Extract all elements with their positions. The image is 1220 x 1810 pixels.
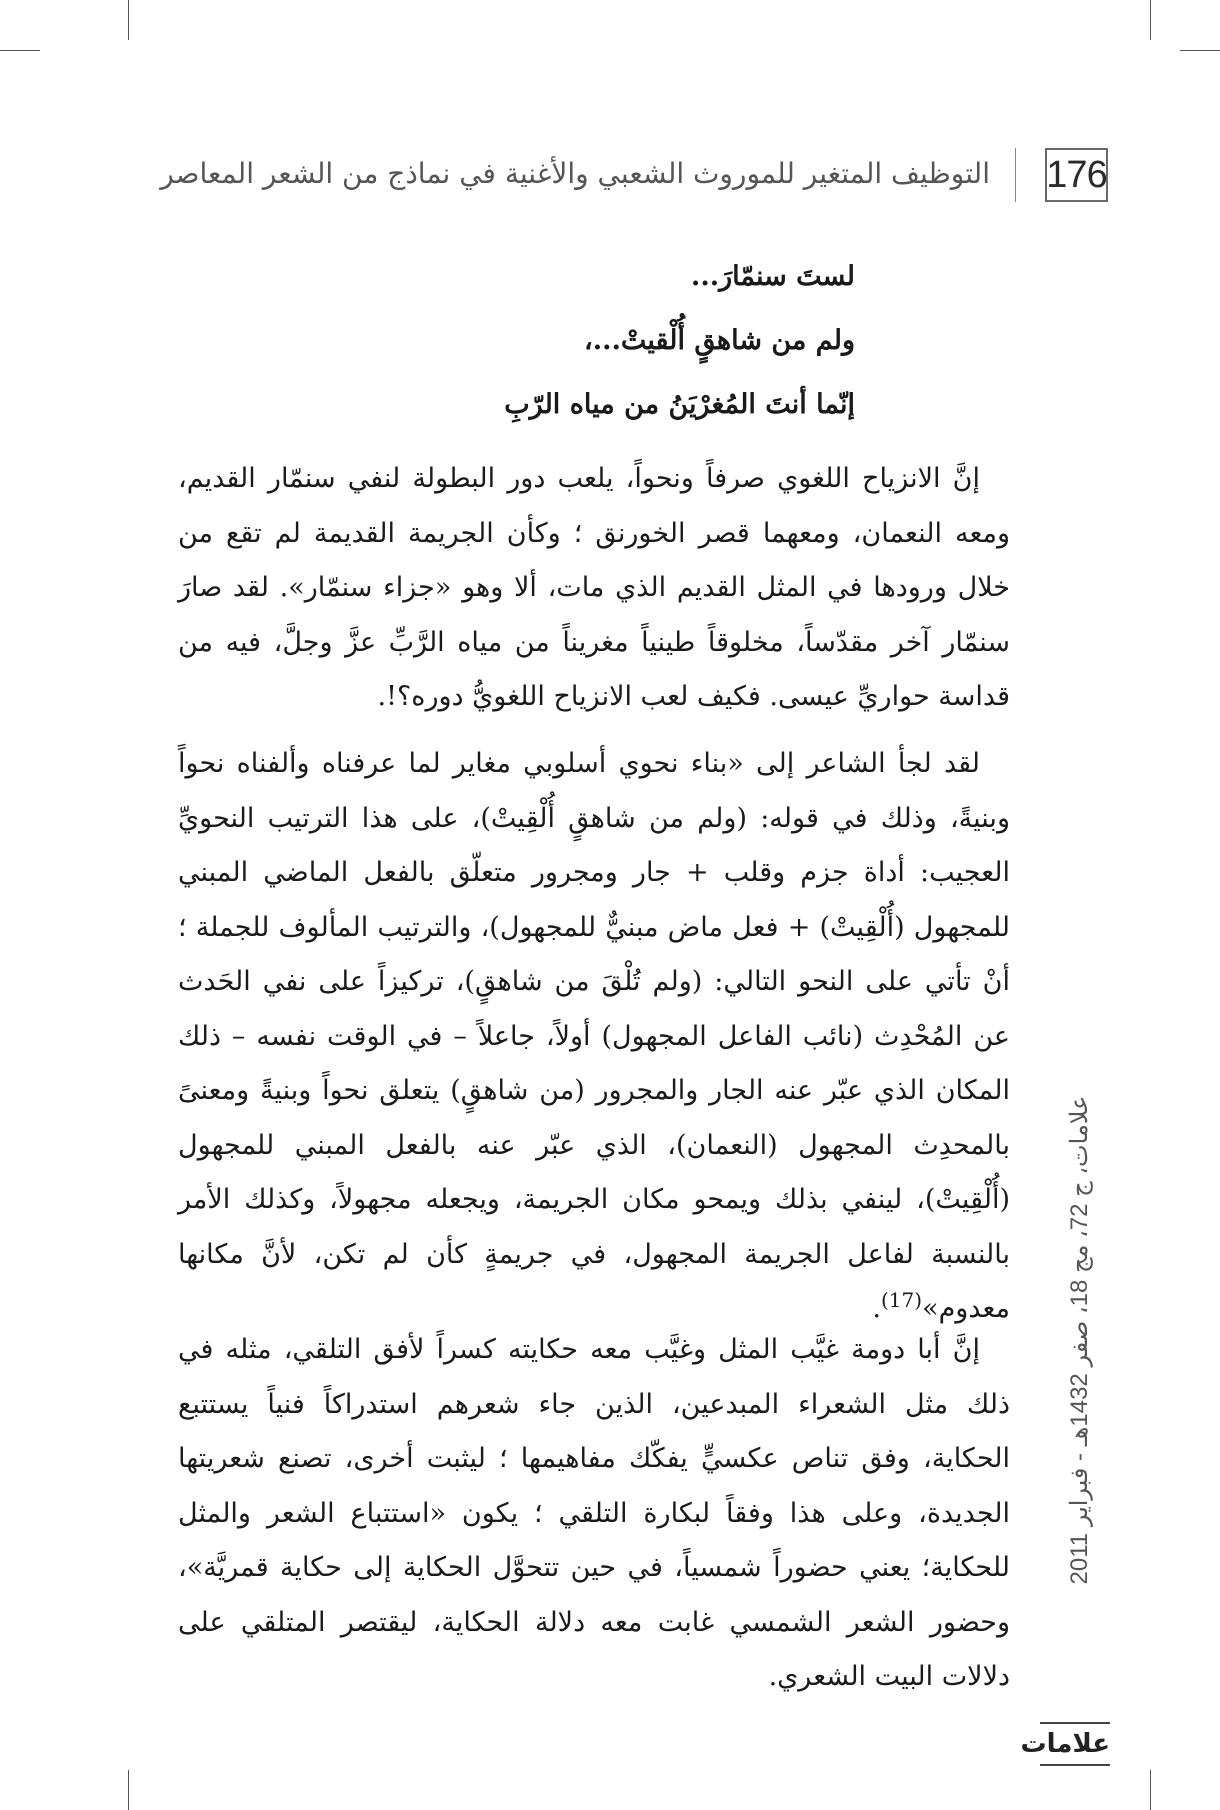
crop-mark-top-left	[128, 0, 129, 40]
crop-mark-bottom-left	[128, 1770, 129, 1810]
verse-line: لستَ سنمّارَ...	[690, 261, 855, 292]
paragraph-text-main: لقد لجأ الشاعر إلى «بناء نحوي أسلوبي مغاير لما عرفناه وألفناه نحواً وبنيةً، وذلك في قوله: (ولم من شاهقٍ أُلْقِيتْ)، على هذا الترتيب النحويِّ العجيب: أداة جزم وقلب + جار ومجرور متعلّق بالفعل الماضي المبني للمجهول (أُلْقِيتْ) + فعل ماض مبنيٌّ للمجهول)، والترتيب المألوف للجملة ؛ أنْ تأتي على النحو التالي: (ولم تُلْقَ من شاهقٍ)، تركيزاً على نفي الحَدث عن المُحْدِث (نائب الفاعل المجهول) أولاً، جاعلاً – في الوقت نفسه – ذلك المكان الذي عبّر عنه الجار والمجرور (من شاهقٍ) يتعلق نحواً وبنيةً ومعنىً بالمحدِث المجهول (النعمان)، الذي عبّر عنه بالفعل المبني للمجهول (أُلْقِيتْ)، لينفي بذلك ويمحو مكان الجريمة، ويجعله مجهولاً، وكذلك الأمر بالنسبة لفاعل الجريمة المجهول، في جريمةٍ كأن لم تكن، لأنَّ مكانها معدوم»	[178, 748, 1010, 1324]
side-strip	[1040, 1050, 1110, 1770]
journal-logo: علامات	[1040, 1722, 1110, 1766]
footnote-reference[interactable]: (17)	[880, 1288, 923, 1312]
paragraph-end-punctuation: .	[872, 1293, 881, 1324]
paragraph-3	[178, 1323, 1010, 1705]
crop-mark-top-right	[1150, 0, 1151, 40]
paragraph-text: إنَّ أبا دومة غيَّب المثل وغيَّب معه حكايته كسراً لأفق التلقي، مثله في ذلك مثل الشعراء المبدعين، الذين جاء شعرهم استدراكاً فنياً يستتبع الحكاية، وفق تناص عكسيٍّ يفكّك مفاهيمها ؛ ليثبت أخرى، تصنع شعريتها الجديدة، وعلى هذا وفقاً لبكارة التلقي ؛ يكون «استتباع الشعر والمثل للحكاية؛ يعني حضوراً شمسياً، في حين تتحوَّل الحكاية إلى حكاية قمريَّة»، وحضور الشعر الشمسي غابت معه دلالة الحكاية، ليقتصر المتلقي على دلالات البيت الشعري.	[178, 1334, 1010, 1692]
crop-mark-top-left-h	[0, 50, 40, 51]
verse-line: ولم من شاهقٍ أُلْقيتْ...،	[583, 325, 855, 356]
verse-line: إنّما أنتَ المُغرْيَنُ من مياه الرّبِ	[504, 389, 855, 420]
header-divider	[1015, 148, 1016, 202]
crop-mark-top-right-h	[1180, 50, 1220, 51]
paragraph-1	[178, 452, 1010, 725]
verse-block	[504, 245, 855, 437]
paragraph-2	[178, 737, 1010, 1337]
paragraph-text	[178, 737, 1010, 1337]
journal-citation: علامات، ج 72، مج 18، صفر 1432هـ - فبراير 2011	[1066, 1095, 1093, 1585]
running-title: التوظيف المتغير للموروث الشعبي والأغنية في نماذج من الشعر المعاصر	[160, 157, 990, 190]
crop-mark-bottom-right	[1150, 1770, 1151, 1810]
paragraph-text: إنَّ الانزياح اللغوي صرفاً ونحواً، يلعب دور البطولة لنفي سنمّار القديم، ومعه النعمان، ومعهما قصر الخورنق ؛ وكأن الجريمة القديمة لم تقع من خلال ورودها في المثل القديم الذي مات، ألا وهو «جزاء سنمّار». لقد صارَ سنمّار آخر مقدّساً، مخلوقاً طينياً مغريناً من مياه الرَّبِّ عزَّ وجلَّ، فيه من قداسة حواريِّ عيسى. فكيف لعب الانزياح اللغويُّ دوره؟!.	[178, 463, 1010, 712]
page-number: 176	[1045, 148, 1108, 202]
